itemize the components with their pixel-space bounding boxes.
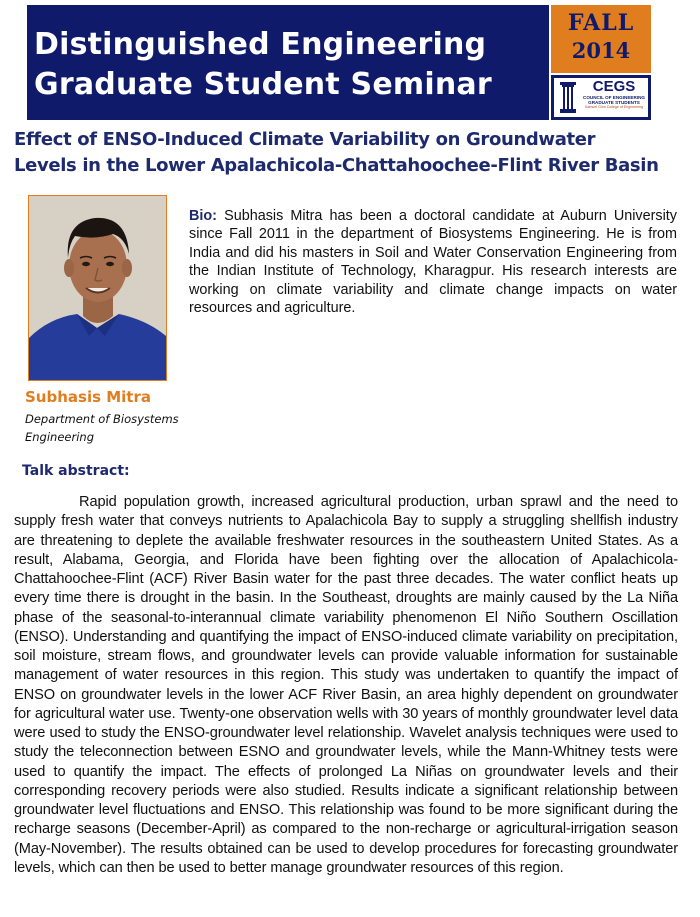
tower-icon: [557, 80, 579, 115]
portrait-image: [29, 196, 166, 380]
speaker-department: Department of Biosystems Engineering: [25, 412, 179, 444]
logo-tagline: Samuel Ginn College of Engineering: [584, 105, 644, 109]
logo-name: CEGS: [592, 78, 636, 95]
talk-title: [14, 127, 694, 179]
semester-label: FALL: [567, 10, 635, 36]
semester-badge: [551, 5, 651, 73]
seminar-title-line1: Distinguished Engineering: [34, 27, 487, 62]
abstract-heading: Talk abstract:: [22, 463, 130, 479]
logo-subtitle: COUNCIL OF ENGINEERING GRADUATE STUDENTS: [583, 95, 645, 105]
speaker-name: Subhasis Mitra: [25, 388, 151, 406]
header-banner: [27, 5, 549, 120]
bio-label: Bio:: [189, 208, 217, 224]
seminar-title-line2: Graduate Student Seminar: [34, 67, 492, 102]
seminar-title: [27, 25, 549, 105]
cegs-logo: [551, 75, 651, 120]
semester-year: 2014: [571, 38, 631, 63]
speaker-bio: [189, 207, 677, 317]
abstract-text: Rapid population growth, increased agricultural production, urban sprawl and the need to supply fresh water that conveys nutrients to Apalachicola Bay to supply a struggling shellfish industry are threatening to deplete the available freshwater resources in the southeastern United States. As a result, Alabama, Georgia, and Florida have been fighting over the allocation of Apalachicola-Chattahoochee-Flint (ACF) River Basin water for the past three decades. The water conflict heats up every time there is drought in the basin. In the Southeast, droughts are mainly caused by the La Niña phase of the seasonal-to-interannual climate variability phenomenon El Niño Southern Oscillation (ENSO). Understanding and quantifying the impact of ENSO-induced climate variability on precipitation, soil moisture, stream flows, and groundwater levels can provide valuable information for sustainable management of water resources in this region. This study was undertaken to quantify the impact of ENSO on groundwater levels in the lower ACF River Basin, an area highly dependent on groundwater for agricultural water use. Twenty-one observation wells with 30 years of monthly groundwater level data were used to study the ENSO-groundwater level relationship. Wavelet analysis techniques were used to study the teleconnection between ESNO and groundwater levels, while the Mann-Whitney tests were used to quantify the impact. The effects of prolonged La Niñas on groundwater levels and their corresponding recovery periods were also studied. Results indicate a significant relationship between groundwater level fluctuations and ENSO. This relationship was found to be more significant during the recharge seasons (December-April) as compared to the non-recharge or agricultural-irrigation season (May-November). The results obtained can be used to develop procedures for forecasting groundwater levels, which can then be used to better manage groundwater resources of this region.: [14, 494, 678, 876]
logo-panel: [554, 78, 648, 117]
bio-text: Subhasis Mitra has been a doctoral candidate at Auburn University since Fall 2011 in the department of Biosystems Engineering. He is from India and did his masters in Soil and Water Conservation Engineering from the Indian Institute of Technology, Kharagpur. His research interests are working on climate variability and climate change impacts on water resources and agriculture.: [189, 208, 677, 317]
logo-text: [582, 79, 646, 110]
speaker-photo: [28, 195, 167, 381]
talk-title-line1: Effect of ENSO-Induced Climate Variability on Groundwater: [14, 129, 596, 150]
talk-title-line2: Levels in the Lower Apalachicola-Chattahoochee-Flint River Basin: [14, 155, 659, 176]
